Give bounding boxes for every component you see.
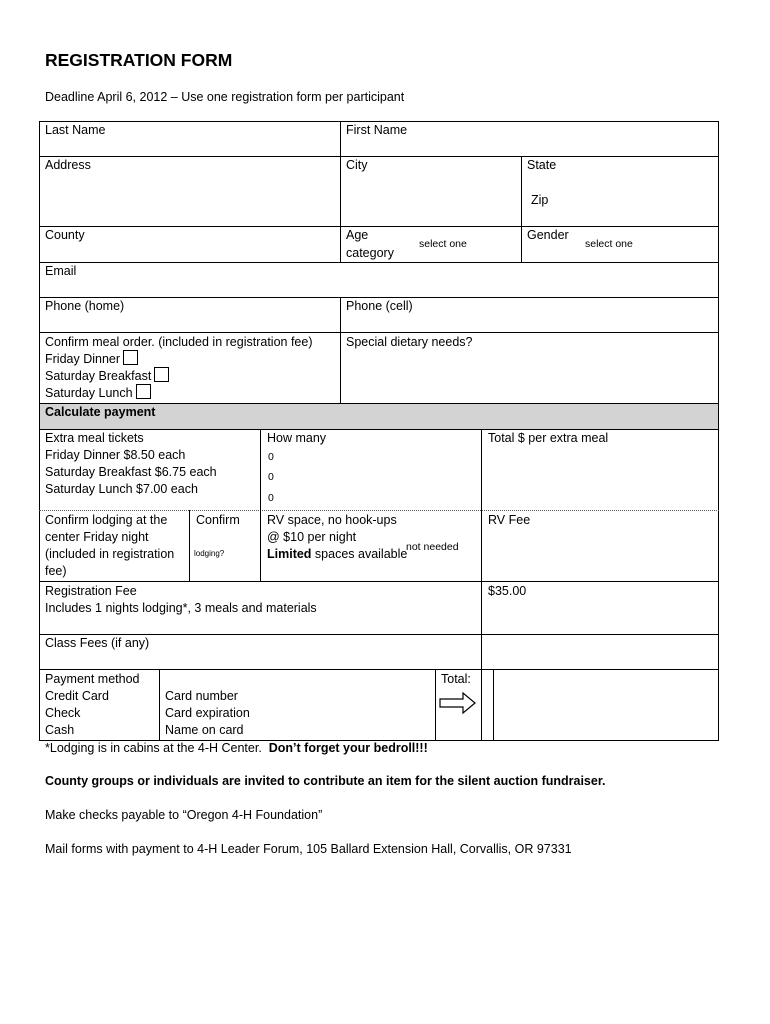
card-expiration-label: Card expiration <box>165 706 250 720</box>
check-option[interactable]: Check <box>45 706 81 720</box>
special-dietary-label: Special dietary needs? <box>346 335 473 349</box>
how-many-label: How many <box>267 431 327 445</box>
lodging-line-4: fee) <box>45 564 67 578</box>
county-label: County <box>45 228 85 242</box>
credit-card-option[interactable]: Credit Card <box>45 689 109 703</box>
total-label: Total: <box>441 672 471 686</box>
phone-cell-label: Phone (cell) <box>346 299 413 313</box>
extra-breakfast-label: Saturday Breakfast $6.75 each <box>45 465 217 479</box>
friday-dinner-label: Friday Dinner <box>45 352 121 366</box>
extra-lunch-label: Saturday Lunch $7.00 each <box>45 482 198 496</box>
state-label: State <box>527 158 557 172</box>
last-name-label: Last Name <box>45 123 106 137</box>
deadline-text: Deadline April 6, 2012 – Use one registration form per participant <box>45 90 405 104</box>
payment-method-label: Payment method <box>45 672 140 686</box>
qty-lunch-input[interactable]: 0 <box>268 492 274 504</box>
qty-friday-input[interactable]: 0 <box>268 451 274 463</box>
registration-amount: $35.00 <box>488 584 527 598</box>
address-label: Address <box>45 158 91 172</box>
gender-label: Gender <box>527 228 569 242</box>
rv-line-2: @ $10 per night <box>267 530 357 544</box>
age-category-select[interactable]: select one <box>419 238 467 250</box>
rv-line-1: RV space, no hook-ups <box>267 513 397 527</box>
saturday-breakfast-row <box>45 368 169 386</box>
mail-forms-note: Mail forms with payment to 4-H Leader Forum, 105 Ballard Extension Hall, Corvallis, OR 97331 <box>45 842 572 856</box>
rv-line-3 <box>267 546 407 564</box>
bedroll-note: Don’t forget your bedroll!!! <box>268 741 428 755</box>
extra-meals-heading: Extra meal tickets <box>45 431 144 445</box>
meal-order-heading: Confirm meal order. (included in registration fee) <box>45 335 313 349</box>
lodging-line-2: center Friday night <box>45 530 149 544</box>
cash-option[interactable]: Cash <box>45 723 75 737</box>
lodging-note-text: *Lodging is in cabins at the 4-H Center. <box>45 741 262 755</box>
zip-label: Zip <box>531 193 549 207</box>
phone-home-label: Phone (home) <box>45 299 125 313</box>
rv-fee-label: RV Fee <box>488 513 531 527</box>
city-label: City <box>346 158 368 172</box>
friday-dinner-row <box>45 351 138 369</box>
saturday-lunch-label: Saturday Lunch <box>45 386 133 400</box>
gender-select[interactable]: select one <box>585 238 633 250</box>
page-title: REGISTRATION FORM <box>45 50 233 70</box>
calculate-payment-heading: Calculate payment <box>45 405 156 419</box>
lodging-note <box>45 740 428 758</box>
county-groups-note: County groups or individuals are invited to contribute an item for the silent auction fundraiser. <box>45 774 606 788</box>
lodging-line-1: Confirm lodging at the <box>45 513 168 527</box>
class-fees-label: Class Fees (if any) <box>45 636 150 650</box>
total-extra-meal-label: Total $ per extra meal <box>488 431 609 445</box>
age-label: Age <box>346 228 369 242</box>
confirm-lodging-select[interactable]: lodging? <box>194 549 225 558</box>
rv-select[interactable]: not needed <box>406 541 459 553</box>
qty-breakfast-input[interactable]: 0 <box>268 471 274 483</box>
first-name-label: First Name <box>346 123 408 137</box>
name-on-card-label: Name on card <box>165 723 244 737</box>
saturday-breakfast-label: Saturday Breakfast <box>45 369 152 383</box>
saturday-lunch-row <box>45 385 151 403</box>
lodging-line-3: (included in registration <box>45 547 175 561</box>
age-category-label: category <box>346 246 394 260</box>
confirm-label: Confirm <box>196 513 240 527</box>
registration-includes-label: Includes 1 nights lodging*, 3 meals and materials <box>45 601 317 615</box>
saturday-breakfast-checkbox[interactable] <box>154 367 169 382</box>
saturday-lunch-checkbox[interactable] <box>136 384 151 399</box>
card-number-label: Card number <box>165 689 238 703</box>
registration-fee-label: Registration Fee <box>45 584 137 598</box>
rv-limited-text: Limited <box>267 547 312 561</box>
extra-friday-label: Friday Dinner $8.50 each <box>45 448 186 462</box>
email-label: Email <box>45 264 77 278</box>
friday-dinner-checkbox[interactable] <box>123 350 138 365</box>
checks-payable-note: Make checks payable to “Oregon 4-H Foundation” <box>45 808 323 822</box>
right-arrow-icon <box>439 692 477 714</box>
rv-spaces-text: spaces available <box>311 547 408 561</box>
